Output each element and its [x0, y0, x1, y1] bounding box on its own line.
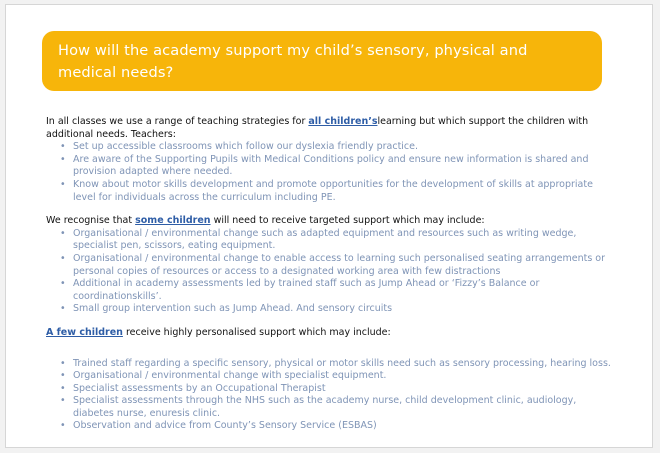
section2-intro [46, 215, 616, 228]
list-item: • Organisational / environmental change to enable access to learning such personalised seating arrangements or personal copies of resources or access to a designated working area with few distractions [73, 253, 616, 278]
section2-intro-after: will need to receive targeted support which may include: [210, 215, 485, 227]
list-item: • Observation and advice from County’s Sensory Service (ESBAS) [73, 420, 616, 433]
section1-intro-before: In all classes we use a range of teaching strategies for [46, 116, 309, 127]
section3-intro [46, 327, 616, 340]
section2-intro-before: We recognise that [46, 215, 136, 227]
document-page [5, 4, 653, 448]
title-banner [42, 31, 602, 91]
all-childrens-link[interactable]: all children’s [308, 116, 378, 127]
document-body [46, 116, 616, 433]
list-item: • Additional in academy assessments led by trained staff such as Jump Ahead or ‘Fizzy’s Balance or coordinationskills’. [73, 278, 616, 303]
list-item: • Are aware of the Supporting Pupils with Medical Conditions policy and ensure new information is shared and provision adapted where needed. [73, 154, 616, 179]
list-item: • Organisational / environmental change such as adapted equipment and resources such as writing wedge, specialist pen, scissors, eating equipment. [73, 228, 616, 253]
list-item: • Specialist assessments through the NHS such as the academy nurse, child development clinic, audiology, diabetes nurse, enuresis clinic. [73, 395, 616, 420]
section1-intro [46, 116, 616, 141]
list-item: • Specialist assessments by an Occupational Therapist [73, 383, 616, 396]
list-item: • Small group intervention such as Jump Ahead. And sensory circuits [73, 303, 616, 316]
spacer [46, 204, 616, 215]
list-item: • Organisational / environmental change with specialist equipment. [73, 370, 616, 383]
section3-list [46, 358, 616, 434]
section2-list [46, 228, 616, 316]
a-few-children-link[interactable]: A few children [46, 326, 123, 338]
list-item: • Trained staff regarding a specific sensory, physical or motor skills need such as sensory processing, hearing loss. [73, 358, 616, 371]
list-item: • Know about motor skills development and promote opportunities for the development of skills at appropriate level for individuals across the curriculum including PE. [73, 179, 616, 204]
section3-intro-after: receive highly personalised support which may include: [122, 326, 391, 338]
list-item: • Set up accessible classrooms which follow our dyslexia friendly practice. [73, 141, 616, 154]
section1-list [46, 141, 616, 204]
spacer [46, 316, 616, 327]
section1-intro-after: learning but which support the children with additional needs. Teachers: [46, 116, 589, 140]
some-children-link[interactable]: some children [135, 215, 211, 227]
spacer [46, 340, 616, 358]
banner-title: How will the academy support my child’s sensory, physical and medical needs? [58, 42, 528, 81]
